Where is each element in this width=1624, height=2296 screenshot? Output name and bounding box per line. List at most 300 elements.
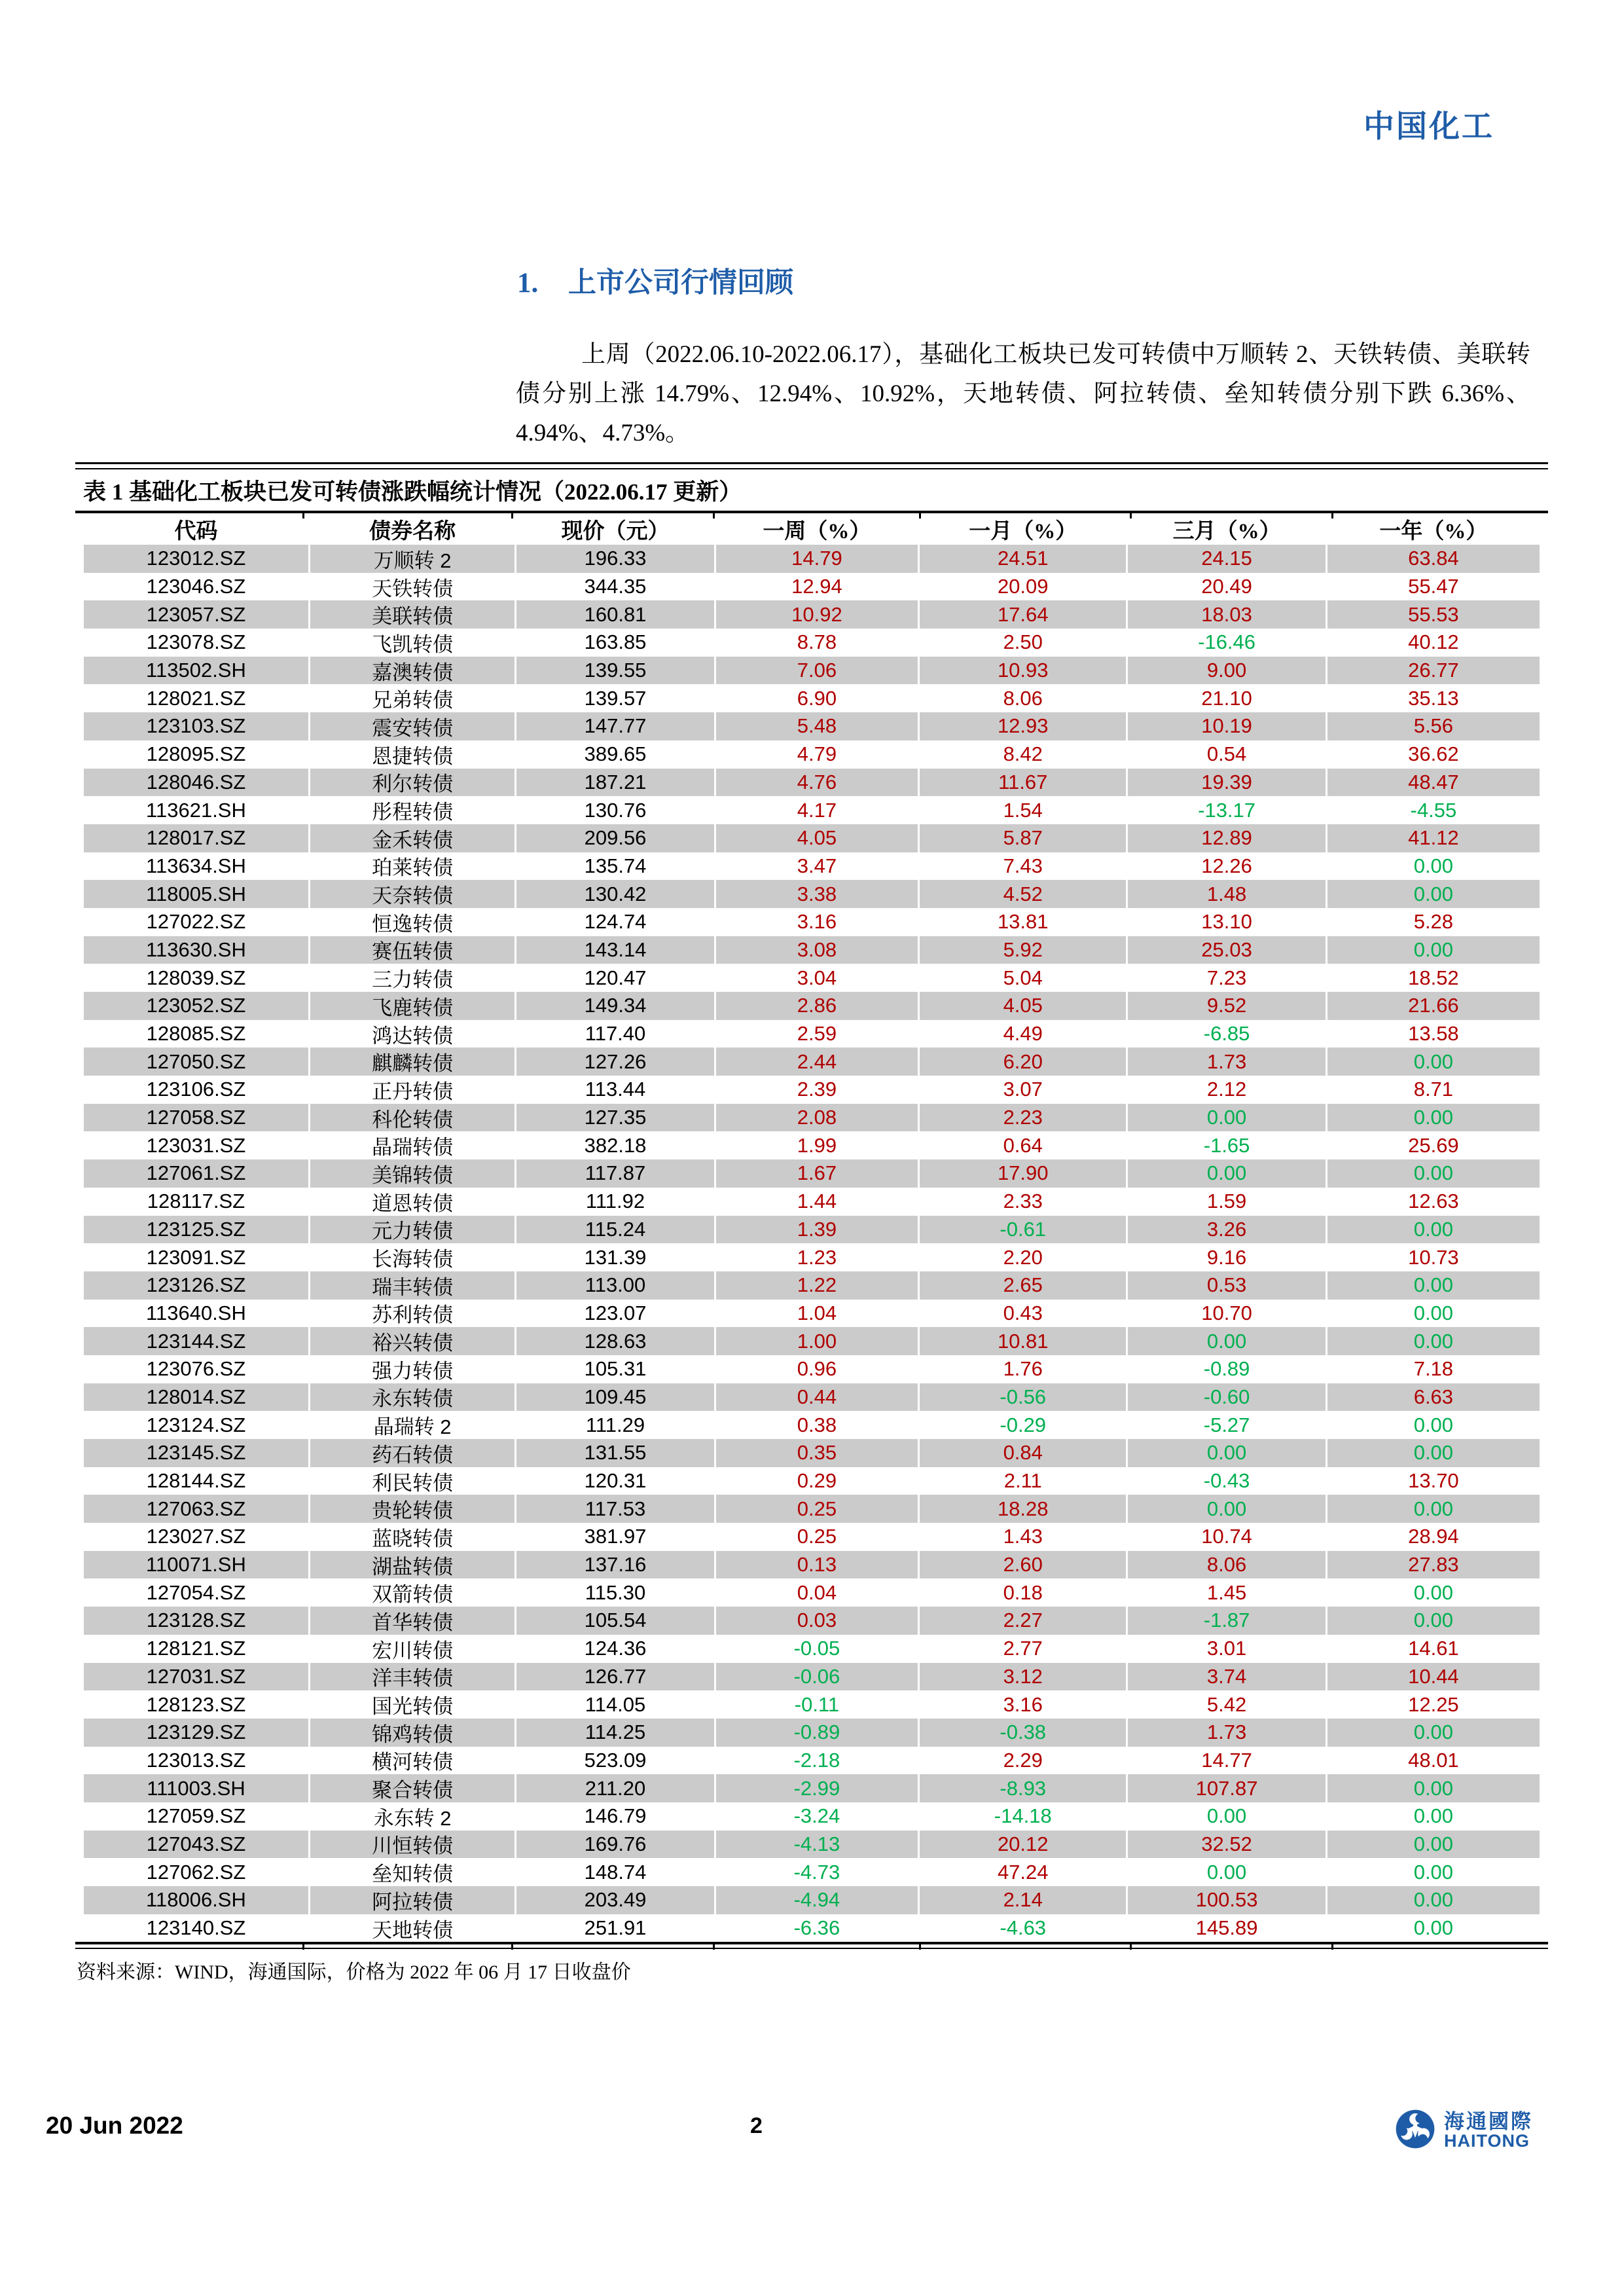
table-cell-year: 13.70 xyxy=(1326,1467,1540,1495)
table-cell-week: 2.08 xyxy=(714,1104,918,1132)
table-cell-month: -4.63 xyxy=(918,1914,1126,1942)
table-cell-week: 12.94 xyxy=(714,573,918,601)
table-header-row xyxy=(75,513,1548,545)
table-cell-price: 523.09 xyxy=(514,1747,713,1775)
table-cell-year: 18.52 xyxy=(1326,964,1540,992)
table-cell-year: 0.00 xyxy=(1326,1300,1540,1328)
table-cell-year: 12.25 xyxy=(1326,1690,1540,1719)
table-cell-quarter: 7.23 xyxy=(1126,964,1325,992)
table-cell-name: 阿拉转债 xyxy=(308,1886,514,1914)
table-cell-quarter: -16.46 xyxy=(1126,629,1325,657)
haitong-logo-text xyxy=(1444,2111,1533,2150)
table-cell-code: 128085.SZ xyxy=(146,1022,246,1046)
table-cell-year: 0.00 xyxy=(1326,1578,1540,1607)
table-cell-name: 美锦转债 xyxy=(308,1159,514,1188)
table-cell-price: 211.20 xyxy=(514,1774,713,1802)
table-cell-code: 113621.SH xyxy=(146,798,246,822)
table-cell-month: 1.54 xyxy=(918,796,1126,824)
table-row xyxy=(75,1355,1548,1383)
table-cell-year: 8.71 xyxy=(1326,1076,1540,1104)
table-cell-year: 63.84 xyxy=(1326,545,1540,573)
table-cell-price: 381.97 xyxy=(514,1523,713,1551)
table-cell-quarter: 8.06 xyxy=(1126,1551,1325,1579)
rule-tick xyxy=(1331,1944,1333,1950)
table-cell-quarter: 12.89 xyxy=(1126,824,1325,852)
table-cell-price: 187.21 xyxy=(514,769,713,797)
table-cell-code: 128014.SZ xyxy=(84,1383,308,1412)
table-cell-price: 114.05 xyxy=(514,1690,713,1719)
column-header-4: 一月（%） xyxy=(918,513,1126,545)
table-cell-week: 0.04 xyxy=(714,1578,918,1607)
table-cell-week: 10.92 xyxy=(714,600,918,629)
table-cell-quarter: 24.15 xyxy=(1126,545,1325,573)
table-row xyxy=(75,629,1548,657)
table-row xyxy=(75,712,1548,740)
table-cell-code: 127054.SZ xyxy=(146,1580,246,1604)
table-cell-quarter: 100.53 xyxy=(1126,1886,1325,1914)
table-cell-code: 127043.SZ xyxy=(84,1831,308,1859)
table-cell-quarter: -1.87 xyxy=(1126,1607,1325,1635)
table-cell-month: 10.81 xyxy=(918,1327,1126,1355)
table-cell-year: 0.00 xyxy=(1326,1411,1540,1439)
table-cell-quarter: 0.54 xyxy=(1126,740,1325,769)
table-cell-quarter: -5.27 xyxy=(1126,1411,1325,1439)
table-cell-year: 25.69 xyxy=(1326,1131,1540,1159)
table-cell-month: -0.61 xyxy=(918,1216,1126,1244)
table-cell-year: 14.61 xyxy=(1326,1635,1540,1663)
table-cell-price: 251.91 xyxy=(514,1914,713,1942)
table-cell-week: 5.48 xyxy=(714,712,918,740)
column-header-2: 现价（元） xyxy=(514,513,713,545)
table-cell-year: 0.00 xyxy=(1326,1271,1540,1300)
table-cell-price: 163.85 xyxy=(514,629,713,657)
table-cell-price: 137.16 xyxy=(514,1551,713,1579)
table-cell-name: 天铁转债 xyxy=(308,573,514,601)
table-cell-price: 139.57 xyxy=(514,684,713,712)
table-row xyxy=(75,1300,1548,1328)
table-cell-week: 3.08 xyxy=(714,936,918,964)
table-cell-month: 0.43 xyxy=(918,1300,1126,1328)
table-row xyxy=(75,992,1548,1020)
table-cell-year: 0.00 xyxy=(1326,1327,1540,1355)
table-cell-year: 7.18 xyxy=(1326,1355,1540,1383)
table-cell-year: 10.73 xyxy=(1326,1243,1540,1271)
table-cell-code: 113502.SH xyxy=(84,657,308,685)
table-cell-name: 长海转债 xyxy=(308,1243,514,1271)
table-cell-name: 双箭转债 xyxy=(308,1578,514,1607)
table-cell-price: 113.00 xyxy=(514,1271,713,1300)
table-cell-price: 143.14 xyxy=(514,936,713,964)
table-cell-week: -4.94 xyxy=(714,1886,918,1914)
table-cell-week: -2.18 xyxy=(714,1747,918,1775)
table-cell-quarter: -0.89 xyxy=(1126,1355,1325,1383)
table-cell-month: 6.20 xyxy=(918,1048,1126,1076)
table-cell-month: 2.65 xyxy=(918,1271,1126,1300)
table-cell-quarter: 0.00 xyxy=(1126,1495,1325,1523)
table-cell-week: 0.25 xyxy=(714,1495,918,1523)
table-cell-code: 127061.SZ xyxy=(84,1159,308,1188)
bond-table xyxy=(75,462,1548,1984)
table-cell-code: 111003.SH xyxy=(84,1774,308,1802)
table-cell-price: 113.44 xyxy=(514,1076,713,1104)
table-cell-name: 赛伍转债 xyxy=(308,936,514,964)
table-cell-week: -4.13 xyxy=(714,1831,918,1859)
table-cell-month: 2.27 xyxy=(918,1607,1126,1635)
rule-tick xyxy=(511,1944,513,1950)
table-cell-price: 128.63 xyxy=(514,1327,713,1355)
table-cell-code: 123057.SZ xyxy=(84,600,308,629)
table-cell-name: 瑞丰转债 xyxy=(308,1271,514,1300)
column-header-5: 三月（%） xyxy=(1126,513,1325,545)
footer-page-number: 2 xyxy=(750,2113,763,2138)
table-cell-price: 120.31 xyxy=(514,1467,713,1495)
table-cell-month: 3.07 xyxy=(918,1076,1126,1104)
table-cell-name: 利民转债 xyxy=(308,1467,514,1495)
table-cell-month: 47.24 xyxy=(918,1858,1126,1886)
table-cell-month: -0.56 xyxy=(918,1383,1126,1412)
table-cell-code: 123103.SZ xyxy=(84,712,308,740)
rule-tick xyxy=(302,513,304,519)
table-bottom-rule xyxy=(75,1942,1548,1949)
table-cell-quarter: 20.49 xyxy=(1126,573,1325,601)
table-cell-month: 2.29 xyxy=(918,1747,1126,1775)
table-cell-month: 5.92 xyxy=(918,936,1126,964)
table-cell-price: 160.81 xyxy=(514,600,713,629)
table-cell-year: 35.13 xyxy=(1326,684,1540,712)
table-cell-month: 17.64 xyxy=(918,600,1126,629)
footer-date: 20 Jun 2022 xyxy=(46,2112,183,2139)
column-header-1: 债券名称 xyxy=(308,513,514,545)
table-cell-year: 0.00 xyxy=(1326,852,1540,881)
table-cell-quarter: 107.87 xyxy=(1126,1774,1325,1802)
table-cell-month: 10.93 xyxy=(918,657,1126,685)
table-cell-code: 123128.SZ xyxy=(84,1607,308,1635)
table-cell-month: -14.18 xyxy=(918,1802,1126,1831)
table-cell-code: 127050.SZ xyxy=(84,1048,308,1076)
table-cell-year: 0.00 xyxy=(1326,1886,1540,1914)
table-cell-week: 8.78 xyxy=(714,629,918,657)
table-row xyxy=(75,1243,1548,1271)
table-cell-name: 裕兴转债 xyxy=(308,1327,514,1355)
table-cell-price: 115.24 xyxy=(514,1216,713,1244)
table-cell-week: 0.13 xyxy=(714,1551,918,1579)
table-row xyxy=(75,684,1548,712)
table-cell-week: 0.25 xyxy=(714,1523,918,1551)
table-cell-code: 127059.SZ xyxy=(146,1804,246,1828)
table-cell-name: 利尔转债 xyxy=(308,769,514,797)
table-row xyxy=(75,1076,1548,1104)
haitong-logo-en: HAITONG xyxy=(1444,2130,1530,2151)
table-cell-month: 2.11 xyxy=(918,1467,1126,1495)
table-cell-year: 0.00 xyxy=(1326,1048,1540,1076)
table-cell-quarter: 1.73 xyxy=(1126,1048,1325,1076)
table-row xyxy=(75,880,1548,908)
table-cell-quarter: 0.53 xyxy=(1126,1271,1325,1300)
table-cell-quarter: 19.39 xyxy=(1126,769,1325,797)
table-cell-quarter: 0.00 xyxy=(1126,1858,1325,1886)
table-cell-year: 10.44 xyxy=(1326,1663,1540,1691)
table-cell-name: 永东转 2 xyxy=(308,1802,514,1831)
table-cell-name: 正丹转债 xyxy=(308,1076,514,1104)
table-cell-name: 聚合转债 xyxy=(308,1774,514,1802)
table-cell-price: 382.18 xyxy=(514,1131,713,1159)
report-brand-title: 中国化工 xyxy=(1363,110,1494,144)
rule-tick xyxy=(713,1944,715,1950)
table-cell-name: 晶瑞转债 xyxy=(308,1131,514,1159)
table-cell-price: 123.07 xyxy=(514,1300,713,1328)
rule-tick xyxy=(1130,513,1132,519)
table-cell-price: 111.29 xyxy=(514,1411,713,1439)
table-cell-name: 金禾转债 xyxy=(308,824,514,852)
table-cell-month: 12.93 xyxy=(918,712,1126,740)
table-cell-code: 128144.SZ xyxy=(146,1469,246,1493)
table-cell-name: 强力转债 xyxy=(308,1355,514,1383)
table-cell-price: 117.40 xyxy=(514,1020,713,1048)
rule-tick xyxy=(1331,513,1333,519)
table-cell-week: 1.67 xyxy=(714,1159,918,1188)
table-cell-code: 128046.SZ xyxy=(84,769,308,797)
table-cell-year: 0.00 xyxy=(1326,1159,1540,1188)
table-cell-code: 123145.SZ xyxy=(84,1439,308,1467)
table-cell-code: 123027.SZ xyxy=(146,1525,246,1548)
table-cell-code: 123031.SZ xyxy=(146,1133,246,1157)
table-cell-code: 110071.SH xyxy=(84,1551,308,1579)
table-cell-name: 湖盐转债 xyxy=(308,1551,514,1579)
table-row xyxy=(75,1048,1548,1076)
table-cell-price: 105.54 xyxy=(514,1607,713,1635)
table-cell-year: 0.00 xyxy=(1326,1914,1540,1942)
table-row xyxy=(75,1690,1548,1719)
table-body xyxy=(75,545,1548,1942)
table-cell-code: 127031.SZ xyxy=(84,1663,308,1691)
table-cell-code: 128021.SZ xyxy=(146,686,246,710)
table-cell-price: 117.87 xyxy=(514,1159,713,1188)
table-cell-week: -0.11 xyxy=(714,1690,918,1719)
table-cell-code: 123078.SZ xyxy=(146,630,246,654)
table-cell-quarter: 1.73 xyxy=(1126,1719,1325,1747)
table-cell-name: 首华转债 xyxy=(308,1607,514,1635)
table-cell-month: 5.87 xyxy=(918,824,1126,852)
table-cell-month: 3.16 xyxy=(918,1690,1126,1719)
table-cell-week: 3.47 xyxy=(714,852,918,881)
table-cell-name: 兄弟转债 xyxy=(308,684,514,712)
table-cell-name: 科伦转债 xyxy=(308,1104,514,1132)
table-cell-quarter: 9.00 xyxy=(1126,657,1325,685)
table-cell-week: -6.36 xyxy=(714,1914,918,1942)
table-cell-name: 苏利转债 xyxy=(308,1300,514,1328)
table-cell-name: 洋丰转债 xyxy=(308,1663,514,1691)
table-cell-week: 0.03 xyxy=(714,1607,918,1635)
table-cell-month: 2.14 xyxy=(918,1886,1126,1914)
table-cell-month: 1.76 xyxy=(918,1355,1126,1383)
table-row xyxy=(75,1104,1548,1132)
table-cell-year: 0.00 xyxy=(1326,1831,1540,1859)
table-cell-code: 127063.SZ xyxy=(84,1495,308,1523)
table-cell-code: 127062.SZ xyxy=(146,1860,246,1884)
table-cell-name: 国光转债 xyxy=(308,1690,514,1719)
table-cell-name: 震安转债 xyxy=(308,712,514,740)
table-cell-week: 4.79 xyxy=(714,740,918,769)
table-cell-quarter: 10.19 xyxy=(1126,712,1325,740)
table-cell-year: 5.28 xyxy=(1326,908,1540,936)
table-row xyxy=(75,1383,1548,1412)
table-cell-week: 14.79 xyxy=(714,545,918,573)
table-cell-name: 晶瑞转 2 xyxy=(308,1411,514,1439)
table-cell-name: 美联转债 xyxy=(308,600,514,629)
table-cell-year: 55.53 xyxy=(1326,600,1540,629)
table-cell-month: -0.38 xyxy=(918,1719,1126,1747)
table-cell-week: -0.06 xyxy=(714,1663,918,1691)
table-cell-year: 40.12 xyxy=(1326,629,1540,657)
table-cell-code: 123046.SZ xyxy=(146,575,246,598)
table-cell-month: 2.50 xyxy=(918,629,1126,657)
table-cell-code: 123126.SZ xyxy=(84,1271,308,1300)
table-cell-month: 3.12 xyxy=(918,1663,1126,1691)
table-cell-year: -4.55 xyxy=(1326,796,1540,824)
section-heading xyxy=(517,261,793,301)
table-cell-month: 4.52 xyxy=(918,880,1126,908)
table-row xyxy=(75,740,1548,769)
table-cell-quarter: 21.10 xyxy=(1126,684,1325,712)
table-cell-code: 123106.SZ xyxy=(146,1078,246,1101)
table-cell-code: 118005.SH xyxy=(84,880,308,908)
table-cell-quarter: 3.26 xyxy=(1126,1216,1325,1244)
table-cell-year: 0.00 xyxy=(1326,880,1540,908)
table-row xyxy=(75,1886,1548,1914)
table-row xyxy=(75,1858,1548,1886)
table-header-rule xyxy=(75,511,1548,513)
table-cell-code: 113640.SH xyxy=(146,1301,246,1324)
table-cell-price: 127.35 xyxy=(514,1104,713,1132)
body-paragraph: 上周（2022.06.10-2022.06.17），基础化工板块已发可转债中万顺转 2、天铁转债、美联转债分别上涨 14.79%、12.94%、10.92%，天地转债、阿拉转债、垒知转债分别下跌 6.36%、4.94%、4.73%。 xyxy=(516,341,1530,446)
table-cell-quarter: -13.17 xyxy=(1126,796,1325,824)
table-cell-quarter: 2.12 xyxy=(1126,1076,1325,1104)
table-cell-month: 0.18 xyxy=(918,1578,1126,1607)
table-row xyxy=(75,1607,1548,1635)
table-cell-price: 126.77 xyxy=(514,1663,713,1691)
table-cell-name: 垒知转债 xyxy=(308,1858,514,1886)
table-row xyxy=(75,1020,1548,1048)
table-cell-month: 11.67 xyxy=(918,769,1126,797)
table-cell-week: -2.99 xyxy=(714,1774,918,1802)
table-cell-quarter: 10.74 xyxy=(1126,1523,1325,1551)
table-cell-code: 127022.SZ xyxy=(146,910,246,934)
table-cell-name: 蓝晓转债 xyxy=(308,1523,514,1551)
table-cell-year: 26.77 xyxy=(1326,657,1540,685)
table-row xyxy=(75,1663,1548,1691)
table-cell-name: 横河转债 xyxy=(308,1747,514,1775)
table-cell-name: 珀莱转债 xyxy=(308,852,514,881)
column-header-0: 代码 xyxy=(174,519,218,543)
table-cell-week: 0.29 xyxy=(714,1467,918,1495)
table-cell-code: 113630.SH xyxy=(84,936,308,964)
rule-tick xyxy=(919,513,921,519)
table-cell-code: 123124.SZ xyxy=(146,1413,246,1436)
table-cell-price: 124.74 xyxy=(514,908,713,936)
table-cell-month: 8.42 xyxy=(918,740,1126,769)
table-cell-year: 12.63 xyxy=(1326,1188,1540,1216)
table-cell-code: 128123.SZ xyxy=(146,1692,246,1716)
table-cell-quarter: 9.16 xyxy=(1126,1243,1325,1271)
table-cell-quarter: 0.00 xyxy=(1126,1327,1325,1355)
table-cell-quarter: 0.00 xyxy=(1126,1159,1325,1188)
table-cell-week: 3.16 xyxy=(714,908,918,936)
table-cell-price: 344.35 xyxy=(514,573,713,601)
table-cell-year: 48.47 xyxy=(1326,769,1540,797)
table-cell-name: 彤程转债 xyxy=(308,796,514,824)
table-cell-month: 2.20 xyxy=(918,1243,1126,1271)
table-cell-quarter: 1.59 xyxy=(1126,1188,1325,1216)
table-cell-quarter: 0.00 xyxy=(1126,1104,1325,1132)
table-cell-quarter: 10.70 xyxy=(1126,1300,1325,1328)
table-cell-quarter: 3.01 xyxy=(1126,1635,1325,1663)
table-cell-month: 0.84 xyxy=(918,1439,1126,1467)
table-cell-code: 123144.SZ xyxy=(84,1327,308,1355)
table-row xyxy=(75,824,1548,852)
table-cell-week: 4.05 xyxy=(714,824,918,852)
table-cell-week: 0.44 xyxy=(714,1383,918,1412)
table-cell-quarter: 12.26 xyxy=(1126,852,1325,881)
table-cell-name: 永东转债 xyxy=(308,1383,514,1412)
table-cell-price: 111.92 xyxy=(514,1188,713,1216)
table-cell-price: 115.30 xyxy=(514,1578,713,1607)
table-cell-year: 0.00 xyxy=(1326,1439,1540,1467)
table-row xyxy=(75,1411,1548,1439)
table-cell-price: 169.76 xyxy=(514,1831,713,1859)
table-cell-quarter: -0.43 xyxy=(1126,1467,1325,1495)
table-cell-week: 0.35 xyxy=(714,1439,918,1467)
table-cell-year: 6.63 xyxy=(1326,1383,1540,1412)
table-cell-year: 41.12 xyxy=(1326,824,1540,852)
table-row xyxy=(75,936,1548,964)
table-cell-quarter: 9.52 xyxy=(1126,992,1325,1020)
table-cell-name: 药石转债 xyxy=(308,1439,514,1467)
table-cell-price: 130.42 xyxy=(514,880,713,908)
table-row xyxy=(75,1495,1548,1523)
table-cell-week: 1.44 xyxy=(714,1188,918,1216)
table-row xyxy=(75,545,1548,573)
table-cell-week: -0.05 xyxy=(714,1635,918,1663)
table-row xyxy=(75,908,1548,936)
table-cell-price: 203.49 xyxy=(514,1886,713,1914)
table-cell-code: 128117.SZ xyxy=(147,1190,245,1213)
column-header-3: 一周（%） xyxy=(714,513,918,545)
table-cell-month: 4.49 xyxy=(918,1020,1126,1048)
table-cell-week: 2.39 xyxy=(714,1076,918,1104)
table-cell-year: 0.00 xyxy=(1326,1216,1540,1244)
table-row xyxy=(75,1188,1548,1216)
table-row xyxy=(75,964,1548,992)
table-cell-name: 锦鸡转债 xyxy=(308,1719,514,1747)
section-number: 1. xyxy=(517,268,539,299)
table-cell-quarter: 5.42 xyxy=(1126,1690,1325,1719)
table-cell-name: 道恩转债 xyxy=(308,1188,514,1216)
table-cell-code: 123140.SZ xyxy=(146,1916,246,1940)
table-row xyxy=(75,1523,1548,1551)
table-cell-price: 149.34 xyxy=(514,992,713,1020)
rule-tick xyxy=(511,513,513,519)
table-cell-code: 123129.SZ xyxy=(84,1719,308,1747)
table-cell-quarter: -6.85 xyxy=(1126,1020,1325,1048)
table-cell-month: 0.64 xyxy=(918,1131,1126,1159)
table-cell-code: 127058.SZ xyxy=(84,1104,308,1132)
table-row xyxy=(75,600,1548,629)
table-cell-week: 0.96 xyxy=(714,1355,918,1383)
table-row xyxy=(75,1914,1548,1942)
table-row xyxy=(75,1271,1548,1300)
table-cell-name: 飞凯转债 xyxy=(308,629,514,657)
table-cell-quarter: 0.00 xyxy=(1126,1802,1325,1831)
